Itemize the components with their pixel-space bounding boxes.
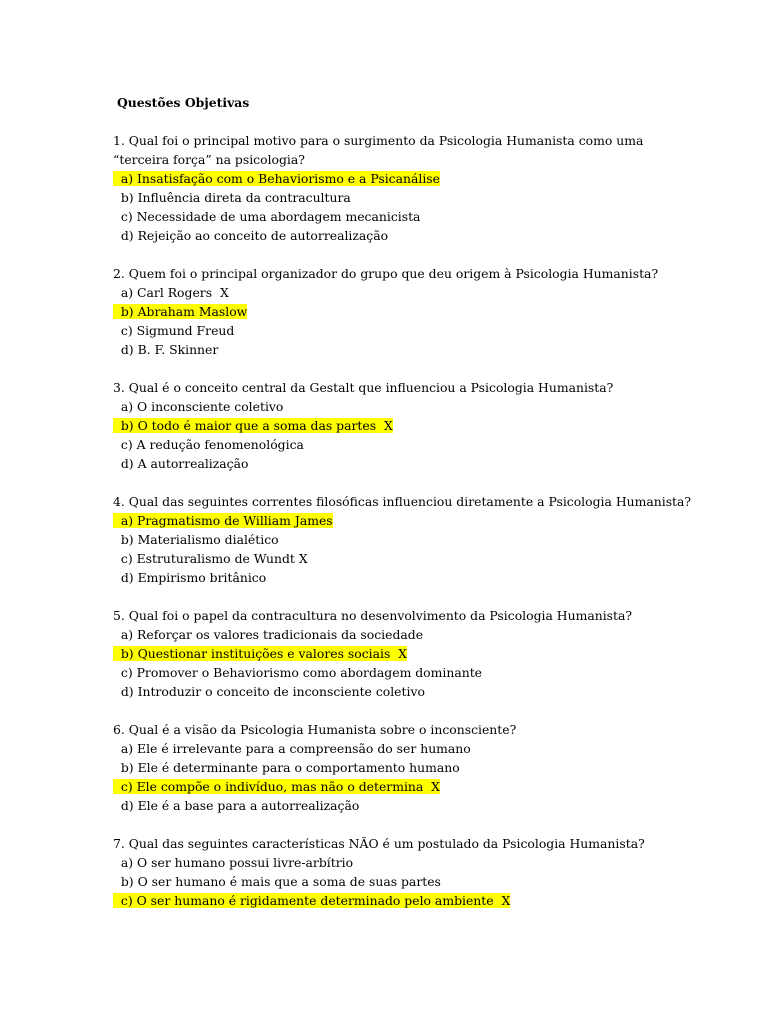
answer-option [113, 739, 673, 758]
answer-text: b) Ele é determinante para o comportamento humano [113, 760, 460, 775]
answer-option [113, 663, 673, 682]
question-2 [113, 264, 673, 359]
question-text: 3. Qual é o conceito central da Gestalt que influenciou a Psicologia Humanista? [113, 380, 614, 395]
answer-option [113, 207, 673, 226]
answer-option [113, 302, 673, 321]
answer-text: a) Carl Rogers X [113, 285, 229, 300]
highlighted-answer: b) O todo é maior que a soma das partes X [113, 418, 393, 433]
answer-text: d) Empirismo britânico [113, 570, 267, 585]
answer-option [113, 891, 673, 910]
question-4 [113, 492, 692, 587]
answer-text: d) Rejeição ao conceito de autorrealização [113, 228, 389, 243]
answer-option [113, 682, 673, 701]
answer-option [113, 625, 673, 644]
answer-text: b) Influência direta da contracultura [113, 190, 351, 205]
answer-option [113, 169, 673, 188]
answer-text: d) Ele é a base para a autorrealização [113, 798, 360, 813]
answer-text: b) O ser humano é mais que a soma de suas partes [113, 874, 441, 889]
answer-option [113, 454, 673, 473]
highlighted-answer: b) Abraham Maslow [113, 304, 248, 319]
answer-option [113, 435, 673, 454]
answer-text: b) Materialismo dialético [113, 532, 279, 547]
highlighted-answer: a) Insatisfação com o Behaviorismo e a Psicanálise [113, 171, 440, 186]
answer-text: c) Necessidade de uma abordagem mecanicista [113, 209, 421, 224]
answer-option [113, 644, 673, 663]
answer-text: a) O ser humano possui livre-arbítrio [113, 855, 354, 870]
answer-option [113, 758, 673, 777]
answer-option [113, 872, 673, 891]
question-text: 2. Quem foi o principal organizador do grupo que deu origem à Psicologia Humanista? [113, 266, 659, 281]
question-7 [113, 834, 673, 910]
answer-option [113, 853, 673, 872]
answer-option [113, 321, 673, 340]
highlighted-answer: c) Ele compõe o indivíduo, mas não o determina X [113, 779, 441, 794]
answer-option [113, 530, 673, 549]
answer-text: d) A autorrealização [113, 456, 249, 471]
question-list [113, 131, 692, 910]
answer-text: d) Introduzir o conceito de inconsciente coletivo [113, 684, 425, 699]
answer-option [113, 340, 673, 359]
question-text: 7. Qual das seguintes características NÃO é um postulado da Psicologia Humanista? [113, 836, 645, 851]
answer-text: c) Estruturalismo de Wundt X [113, 551, 308, 566]
answer-option [113, 568, 673, 587]
question-text: 5. Qual foi o papel da contracultura no desenvolvimento da Psicologia Humanista? [113, 608, 633, 623]
answer-option [113, 226, 673, 245]
answer-text: c) Promover o Behaviorismo como abordagem dominante [113, 665, 483, 680]
answer-text: a) Ele é irrelevante para a compreensão do ser humano [113, 741, 471, 756]
answer-text: c) A redução fenomenológica [113, 437, 304, 452]
question-text: 4. Qual das seguintes correntes filosóficas influenciou diretamente a Psicologia Humanista? [113, 494, 692, 509]
highlighted-answer: a) Pragmatismo de William James [113, 513, 333, 528]
question-5 [113, 606, 673, 701]
answer-text: a) O inconsciente coletivo [113, 399, 284, 414]
answer-text: d) B. F. Skinner [113, 342, 219, 357]
question-1 [113, 131, 673, 245]
answer-option [113, 511, 673, 530]
answer-option [113, 777, 673, 796]
answer-option [113, 416, 673, 435]
answer-option [113, 549, 673, 568]
answer-option [113, 283, 673, 302]
question-3 [113, 378, 673, 473]
answer-option [113, 796, 673, 815]
question-6 [113, 720, 673, 815]
answer-text: c) Sigmund Freud [113, 323, 235, 338]
question-text: 6. Qual é a visão da Psicologia Humanista sobre o inconsciente? [113, 722, 517, 737]
question-text: “terceira força” na psicologia? [113, 152, 305, 167]
answer-text: a) Reforçar os valores tradicionais da sociedade [113, 627, 424, 642]
highlighted-answer: c) O ser humano é rigidamente determinado pelo ambiente X [113, 893, 511, 908]
answer-option [113, 188, 673, 207]
answer-option [113, 397, 673, 416]
page-title: Questões Objetivas [117, 95, 250, 110]
highlighted-answer: b) Questionar instituições e valores sociais X [113, 646, 407, 661]
question-text: 1. Qual foi o principal motivo para o surgimento da Psicologia Humanista como uma [113, 133, 644, 148]
